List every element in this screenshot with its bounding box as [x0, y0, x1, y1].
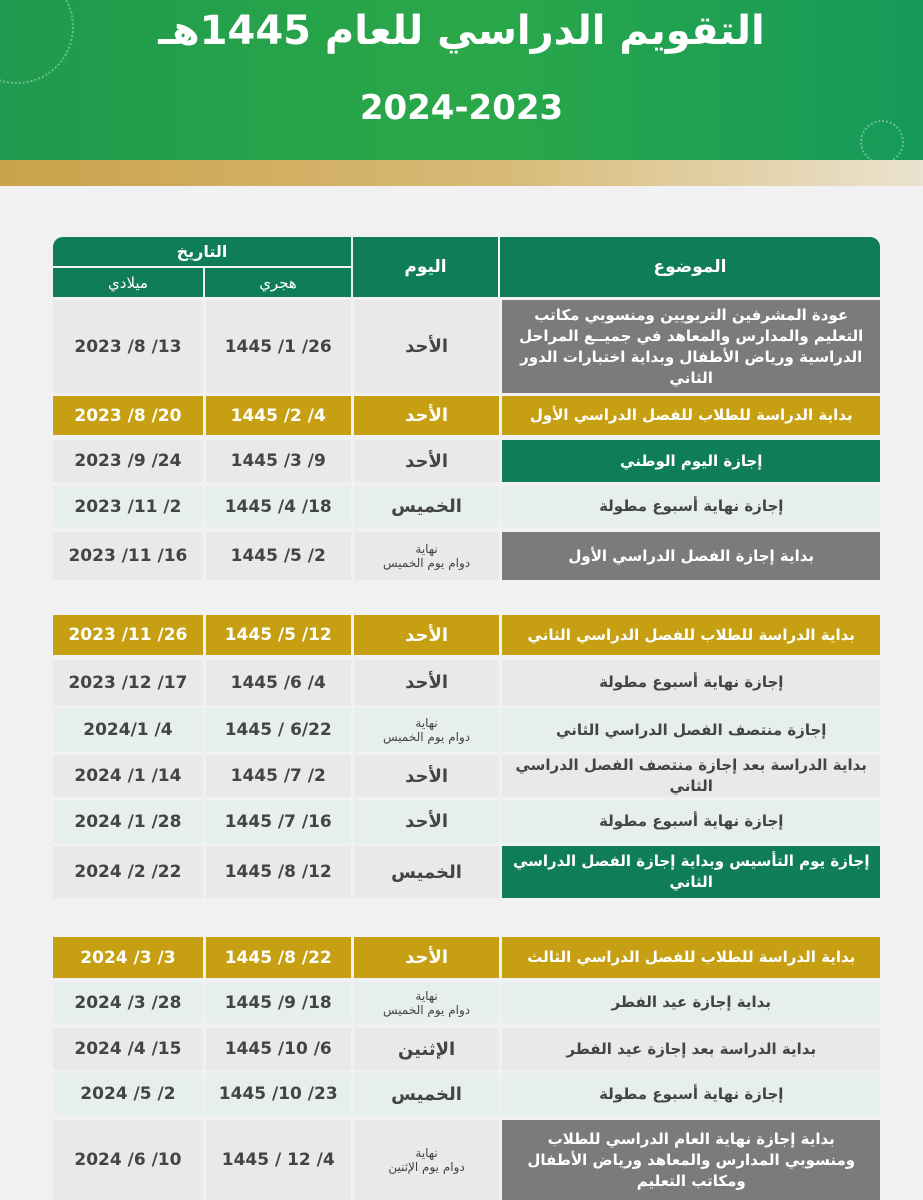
miladi-date-cell: 2024 /1 /28 [53, 800, 203, 843]
hijri-date-cell: 1445 /9 /18 [206, 982, 351, 1023]
hijri-date-cell: 1445 / 6/22 [206, 708, 351, 752]
hijri-date-cell: 1445 /1 /26 [206, 300, 351, 393]
table-row [53, 846, 880, 898]
table-row [53, 615, 880, 655]
day-cell [354, 708, 500, 752]
hijri-date-cell: 1445 /7 /2 [206, 755, 351, 797]
page-title: التقويم الدراسي للعام 1445هـ [158, 8, 765, 54]
day-cell: الأحد [354, 300, 500, 393]
miladi-date-cell: 2024/1 /4 [53, 708, 203, 752]
day-cell [354, 532, 500, 580]
table-row [53, 1073, 880, 1115]
topic-cell: إجازة يوم التأسيس وبداية إجازة الفصل الدراسي الثاني [502, 846, 880, 898]
miladi-date-cell: 2023 /9 /24 [53, 440, 203, 482]
table-row [53, 300, 880, 393]
miladi-date-cell: 2023 /8 /13 [53, 300, 203, 393]
table-header [53, 237, 880, 297]
table-row [53, 800, 880, 843]
column-date: التاريخ [53, 237, 351, 266]
miladi-date-cell: 2024 /6 /10 [53, 1120, 203, 1200]
table-row [53, 396, 880, 435]
day-cell: الأحد [354, 396, 500, 435]
topic-cell: بداية الدراسة للطلاب للفصل الدراسي الأول [502, 396, 880, 435]
column-day: اليوم [353, 237, 498, 297]
academic-years: 2024-2023 [359, 88, 564, 128]
miladi-date-cell: 2023 /11 /26 [53, 615, 203, 655]
column-topic: الموضوع [500, 237, 880, 297]
table-row [53, 486, 880, 527]
hijri-date-cell: 1445 /8 /12 [206, 846, 351, 898]
miladi-date-cell: 2024 /2 /22 [53, 846, 203, 898]
hijri-date-cell: 1445 /4 /18 [206, 486, 351, 527]
day-cell: الأحد [354, 755, 500, 797]
topic-cell: إجازة منتصف الفصل الدراسي الثاني [502, 708, 880, 752]
day-top: نهاية [415, 1146, 438, 1160]
day-top: نهاية [415, 988, 438, 1003]
topic-cell: بداية إجازة الفصل الدراسي الأول [502, 532, 880, 580]
hijri-date-cell: 1445 /7 /16 [206, 800, 351, 843]
day-cell: الأحد [354, 660, 500, 705]
topic-cell: إجازة اليوم الوطني [502, 440, 880, 482]
topic-cell: عودة المشرفين التربويين ومنسوبي مكاتب التعليم والمدارس والمعاهد في جميــع المراحل الدراسية ورياض الأطفال وبداية اختبارات الدور الثاني [502, 300, 880, 393]
day-cell: الإثنين [354, 1028, 500, 1070]
miladi-date-cell: 2024 /1 /14 [53, 755, 203, 797]
topic-cell: إجازة نهاية أسبوع مطولة [502, 1073, 880, 1115]
topic-cell: بداية الدراسة بعد إجازة منتصف الفصل الدراسي الثاني [502, 755, 880, 797]
day-cell: الأحد [354, 615, 500, 655]
header-banner [0, 0, 923, 160]
day-bottom: دوام يوم الخميس [383, 730, 471, 744]
column-miladi: ميلادي [53, 268, 203, 297]
hijri-date-cell: 1445 /10 /23 [206, 1073, 351, 1115]
day-cell: الأحد [354, 440, 500, 482]
table-row [53, 440, 880, 482]
day-top: نهاية [415, 716, 438, 730]
miladi-date-cell: 2024 /3 /3 [53, 937, 203, 978]
table-row [53, 982, 880, 1023]
day-bottom: دوام يوم الإثنين [388, 1160, 465, 1174]
miladi-date-cell: 2024 /4 /15 [53, 1028, 203, 1070]
column-hijri: هجري [205, 268, 351, 297]
miladi-date-cell: 2023 /11 /16 [53, 532, 203, 580]
hijri-date-cell: 1445 /5 /12 [206, 615, 351, 655]
hijri-date-cell: 1445 /3 /9 [206, 440, 351, 482]
day-cell: الأحد [354, 937, 500, 978]
miladi-date-cell: 2024 /3 /28 [53, 982, 203, 1023]
topic-cell: إجازة نهاية أسبوع مطولة [502, 800, 880, 843]
hijri-date-cell: 1445 /6 /4 [206, 660, 351, 705]
miladi-date-cell: 2024 /5 /2 [53, 1073, 203, 1115]
table-row [53, 1120, 880, 1200]
hijri-date-cell: 1445 /5 /2 [206, 532, 351, 580]
day-cell [354, 982, 500, 1023]
topic-cell: إجازة نهاية أسبوع مطولة [502, 486, 880, 527]
hijri-date-cell: 1445 /8 /22 [206, 937, 351, 978]
day-top: نهاية [415, 542, 438, 556]
table-row [53, 937, 880, 978]
day-bottom: دوام يوم الخميس [383, 1002, 471, 1017]
topic-cell: بداية الدراسة للطلاب للفصل الدراسي الثاني [502, 615, 880, 655]
table-row [53, 1028, 880, 1070]
day-cell: الخميس [354, 846, 500, 898]
topic-cell: بداية الدراسة للطلاب للفصل الدراسي الثالث [502, 937, 880, 978]
topic-cell: بداية إجازة نهاية العام الدراسي للطلاب ومنسوبي المدارس والمعاهد ورياض الأطفال ومكاتب التعليم [502, 1120, 880, 1200]
day-cell: الخميس [354, 486, 500, 527]
day-cell [354, 1120, 500, 1200]
hijri-date-cell: 1445 / 12 /4 [206, 1120, 351, 1200]
hijri-date-cell: 1445 /2 /4 [206, 396, 351, 435]
miladi-date-cell: 2023 /12 /17 [53, 660, 203, 705]
day-cell: الأحد [354, 800, 500, 843]
topic-cell: إجازة نهاية أسبوع مطولة [502, 660, 880, 705]
table-row [53, 660, 880, 705]
miladi-date-cell: 2023 /8 /20 [53, 396, 203, 435]
miladi-date-cell: 2023 /11 /2 [53, 486, 203, 527]
day-bottom: دوام يوم الخميس [383, 556, 471, 570]
gold-stripe [0, 160, 923, 186]
table-row [53, 708, 880, 752]
table-row [53, 532, 880, 580]
day-cell: الخميس [354, 1073, 500, 1115]
topic-cell: بداية الدراسة بعد إجازة عيد الفطر [502, 1028, 880, 1070]
hijri-date-cell: 1445 /10 /6 [206, 1028, 351, 1070]
table-row [53, 755, 880, 797]
topic-cell: بداية إجازة عيد الفطر [502, 982, 880, 1023]
